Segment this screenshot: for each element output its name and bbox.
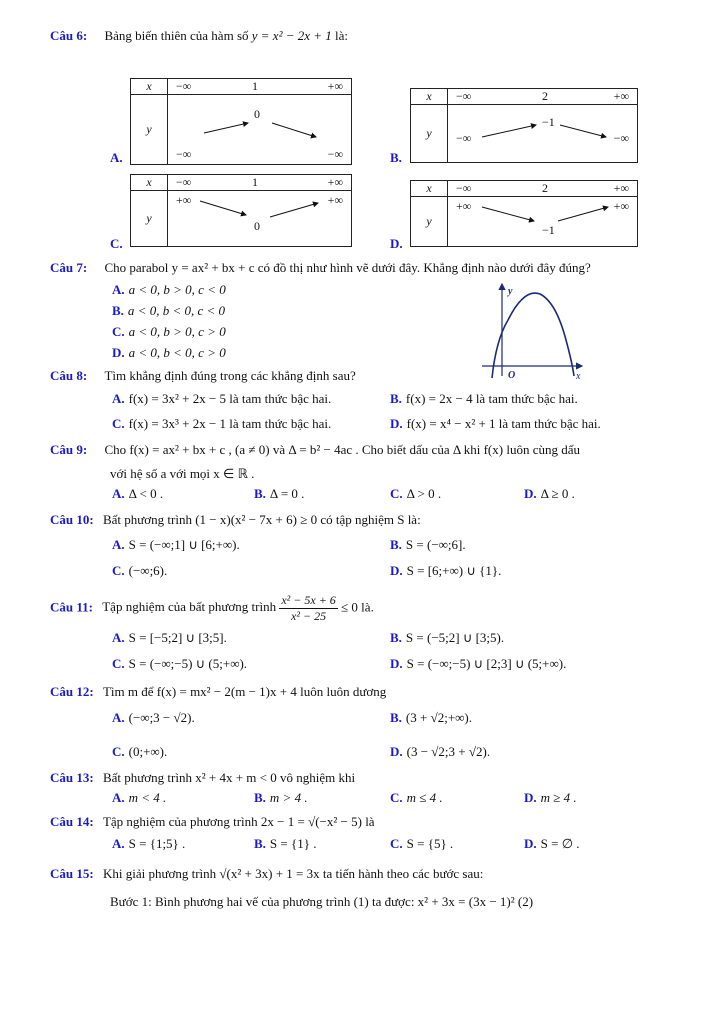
- y-value: −1: [542, 115, 555, 129]
- question-label: Câu 10:: [50, 512, 94, 527]
- arrows: [448, 197, 640, 247]
- question-6: [50, 28, 348, 44]
- option-a[interactable]: [112, 282, 226, 298]
- option-text: S = (−∞;6].: [405, 537, 466, 552]
- option-letter: D.: [524, 790, 537, 805]
- question-14: [50, 814, 375, 830]
- option-letter: B.: [254, 790, 266, 805]
- option-d[interactable]: [524, 790, 577, 806]
- x-value: 2: [542, 181, 548, 195]
- y-value: 0: [254, 107, 260, 121]
- option-letter: D.: [524, 836, 537, 851]
- question-11: [50, 593, 374, 624]
- y-value: +∞: [613, 199, 629, 213]
- option-letter: B.: [390, 630, 402, 645]
- option-text: m > 4 .: [269, 790, 308, 805]
- option-letter: B.: [390, 710, 402, 725]
- option-text: m ≤ 4 .: [406, 790, 443, 805]
- option-text: S = {1} .: [269, 836, 317, 851]
- option-text: S = (−∞;−5) ∪ (5;+∞).: [128, 656, 248, 671]
- x-value: +∞: [327, 79, 343, 93]
- y-header: y: [131, 95, 168, 165]
- question-7: [50, 260, 591, 276]
- question-text: Tìm m để f(x) = mx² − 2(m − 1)x + 4 luôn luôn dương: [102, 684, 387, 699]
- option-letter: C.: [112, 563, 125, 578]
- y-value: −1: [542, 223, 555, 237]
- option-a[interactable]: [112, 790, 166, 806]
- option-letter: D.: [390, 416, 403, 431]
- option-letter: C.: [390, 486, 403, 501]
- question-label: Câu 13:: [50, 770, 94, 785]
- option-letter: A.: [112, 630, 125, 645]
- option-text: (−∞;6).: [128, 563, 168, 578]
- question-13: [50, 770, 355, 786]
- fraction: [279, 593, 337, 624]
- arrows: [448, 105, 640, 163]
- option-d[interactable]: [524, 836, 580, 852]
- option-b[interactable]: [390, 537, 466, 553]
- fraction-denominator: x² − 25: [291, 609, 327, 623]
- option-text: Δ < 0 .: [128, 486, 164, 501]
- question-text: Tìm khẳng định đúng trong các khẳng định sau?: [104, 368, 356, 383]
- option-letter: B.: [112, 303, 124, 318]
- option-letter: B.: [254, 486, 266, 501]
- option-a[interactable]: [112, 391, 331, 407]
- question-10: [50, 512, 421, 528]
- x-value: 1: [252, 79, 258, 93]
- question-label: Câu 9:: [50, 442, 88, 457]
- question-12: [50, 684, 386, 700]
- x-axis-label: x: [576, 371, 581, 380]
- option-c[interactable]: [112, 324, 226, 340]
- option-b[interactable]: [254, 486, 304, 502]
- option-letter: C.: [112, 324, 125, 339]
- question-text: Bất phương trình (1 − x)(x² − 7x + 6) ≥ 0 có tập nghiệm S là:: [102, 512, 421, 527]
- option-b[interactable]: [254, 790, 308, 806]
- parabola-graph: [478, 280, 588, 380]
- option-letter: B.: [390, 537, 402, 552]
- option-letter: A.: [112, 537, 125, 552]
- variation-table-d: [410, 180, 638, 247]
- arrows: [168, 95, 354, 165]
- x-header: x: [131, 79, 168, 95]
- option-letter: D.: [112, 345, 125, 360]
- option-a[interactable]: [112, 630, 227, 646]
- option-text: a < 0, b > 0, c > 0: [128, 324, 226, 339]
- option-letter[interactable]: D.: [390, 236, 403, 251]
- parabola-curve: [492, 293, 574, 378]
- option-d[interactable]: [390, 416, 601, 432]
- variation-table-c: [130, 174, 352, 247]
- option-letter[interactable]: B.: [390, 150, 402, 165]
- arrows: [168, 191, 354, 247]
- option-text: S = [−5;2] ∪ [3;5].: [128, 630, 227, 645]
- question-text: Tập nghiệm của bất phương trình: [102, 599, 277, 615]
- x-value: +∞: [613, 181, 629, 195]
- option-letter: D.: [390, 744, 403, 759]
- option-letter: B.: [390, 391, 402, 406]
- y-header: y: [411, 105, 448, 163]
- question-label: Câu 11:: [50, 599, 93, 615]
- option-letter: A.: [112, 486, 125, 501]
- option-text: a < 0, b < 0, c > 0: [128, 345, 226, 360]
- question-text: Bảng biến thiên của hàm số: [104, 28, 249, 43]
- option-letter: A.: [112, 282, 125, 297]
- option-letter: A.: [112, 836, 125, 851]
- question-formula: y = x² − 2x + 1: [251, 28, 332, 43]
- option-letter: C.: [390, 790, 403, 805]
- option-letter: C.: [390, 836, 403, 851]
- option-c[interactable]: [112, 563, 167, 579]
- y-value: −∞: [456, 131, 472, 145]
- option-text: f(x) = x⁴ − x² + 1 là tam thức bậc hai.: [406, 416, 601, 431]
- question-text: Cho parabol y = ax² + bx + c có đồ thị như hình vẽ dưới đây. Khẳng định nào dưới đây đúng?: [104, 260, 591, 275]
- option-c[interactable]: [390, 836, 453, 852]
- option-d[interactable]: [390, 656, 566, 672]
- x-value: −∞: [176, 175, 192, 189]
- option-letter: A.: [112, 710, 125, 725]
- question-text-continued: với hệ số a với mọi x ∈ ℝ .: [110, 466, 255, 481]
- option-text: m ≥ 4 .: [540, 790, 577, 805]
- option-text: S = (−∞;−5) ∪ [2;3] ∪ (5;+∞).: [406, 656, 567, 671]
- fraction-numerator: x² − 5x + 6: [281, 593, 336, 607]
- question-label: Câu 14:: [50, 814, 94, 829]
- option-text: a < 0, b > 0, c < 0: [128, 282, 226, 297]
- option-letter[interactable]: A.: [110, 150, 123, 165]
- x-value: 2: [542, 89, 548, 103]
- option-letter: C.: [112, 416, 125, 431]
- y-header: y: [131, 191, 168, 247]
- option-c[interactable]: [112, 744, 167, 760]
- variation-table-b: [410, 88, 638, 163]
- option-d[interactable]: [390, 563, 501, 579]
- question-label: Câu 15:: [50, 866, 94, 881]
- x-value: +∞: [327, 175, 343, 189]
- question-text: Khi giải phương trình √(x² + 3x) + 1 = 3x ta tiến hành theo các bước sau:: [102, 866, 484, 881]
- x-value: 1: [252, 175, 258, 189]
- y-value: +∞: [176, 193, 192, 207]
- y-value: −∞: [327, 147, 343, 161]
- option-letter: D.: [524, 486, 537, 501]
- x-value: −∞: [456, 181, 472, 195]
- option-text: S = [6;+∞) ∪ {1}.: [406, 563, 502, 578]
- question-text: Cho f(x) = ax² + bx + c , (a ≠ 0) và Δ = b² − 4ac . Cho biết dấu của Δ khi f(x) luôn cùng dấu: [104, 442, 580, 457]
- option-letter: D.: [390, 656, 403, 671]
- question-8: [50, 368, 356, 384]
- question-label: Câu 7:: [50, 260, 88, 275]
- option-letter: B.: [254, 836, 266, 851]
- option-text: f(x) = 3x³ + 2x − 1 là tam thức bậc hai.: [128, 416, 332, 431]
- y-value: −∞: [613, 131, 629, 145]
- x-value: +∞: [613, 89, 629, 103]
- option-text: a < 0, b < 0, c < 0: [127, 303, 226, 318]
- option-d[interactable]: [390, 744, 490, 760]
- y-value: +∞: [327, 193, 343, 207]
- option-a[interactable]: [112, 836, 185, 852]
- option-text: f(x) = 3x² + 2x − 5 là tam thức bậc hai.: [128, 391, 332, 406]
- option-b[interactable]: [112, 303, 225, 319]
- question-suffix: ≤ 0 là.: [341, 599, 374, 615]
- option-text: f(x) = 2x − 4 là tam thức bậc hai.: [405, 391, 578, 406]
- question-label: Câu 6:: [50, 28, 88, 43]
- option-text: Δ > 0 .: [406, 486, 442, 501]
- option-text: S = {5} .: [406, 836, 454, 851]
- question-text: Tập nghiệm của phương trình 2x − 1 = √(−x² − 5) là: [102, 814, 375, 829]
- option-text: m < 4 .: [128, 790, 167, 805]
- question-15: [50, 866, 483, 882]
- origin-label: O: [508, 370, 516, 380]
- x-header: x: [131, 175, 168, 191]
- option-a[interactable]: [112, 486, 163, 502]
- option-b[interactable]: [254, 836, 316, 852]
- option-text: (3 + √2;+∞).: [405, 710, 473, 725]
- option-text: (−∞;3 − √2).: [128, 710, 195, 725]
- x-value: −∞: [176, 79, 192, 93]
- option-b[interactable]: [390, 710, 472, 726]
- x-header: x: [411, 89, 448, 105]
- option-text: S = (−5;2] ∪ [3;5).: [405, 630, 505, 645]
- option-text: S = ∅ .: [540, 836, 580, 851]
- question-text: Bất phương trình x² + 4x + m < 0 vô nghiệm khi: [102, 770, 356, 785]
- option-d[interactable]: [524, 486, 575, 502]
- option-text: Δ ≥ 0 .: [540, 486, 575, 501]
- question-label: Câu 12:: [50, 684, 94, 699]
- option-letter: A.: [112, 391, 125, 406]
- question-label: Câu 8:: [50, 368, 88, 383]
- y-header: y: [411, 197, 448, 247]
- x-header: x: [411, 181, 448, 197]
- option-letter[interactable]: C.: [110, 236, 123, 251]
- x-value: −∞: [456, 89, 472, 103]
- option-c[interactable]: [112, 416, 331, 432]
- y-axis-label: y: [508, 286, 513, 297]
- option-c[interactable]: [112, 656, 247, 672]
- option-letter: D.: [390, 563, 403, 578]
- option-d[interactable]: [112, 345, 226, 361]
- option-text: (0;+∞).: [128, 744, 168, 759]
- option-text: Δ = 0 .: [269, 486, 305, 501]
- option-text: S = {1;5} .: [128, 836, 186, 851]
- question-9: [50, 442, 580, 458]
- option-b[interactable]: [390, 391, 578, 407]
- y-value: +∞: [456, 199, 472, 213]
- step-1-text: Bước 1: Bình phương hai vế của phương trình (1) ta được: x² + 3x = (3x − 1)² (2): [110, 894, 534, 909]
- option-a[interactable]: [112, 537, 240, 553]
- option-text: S = (−∞;1] ∪ [6;+∞).: [128, 537, 240, 552]
- option-letter: C.: [112, 656, 125, 671]
- option-text: (3 − √2;3 + √2).: [406, 744, 491, 759]
- y-value: 0: [254, 219, 260, 233]
- option-letter: C.: [112, 744, 125, 759]
- variation-table-a: [130, 78, 352, 165]
- option-a[interactable]: [112, 710, 195, 726]
- option-b[interactable]: [390, 630, 504, 646]
- question-suffix: là:: [335, 28, 349, 43]
- y-value: −∞: [176, 147, 192, 161]
- option-c[interactable]: [390, 790, 443, 806]
- option-c[interactable]: [390, 486, 441, 502]
- option-letter: A.: [112, 790, 125, 805]
